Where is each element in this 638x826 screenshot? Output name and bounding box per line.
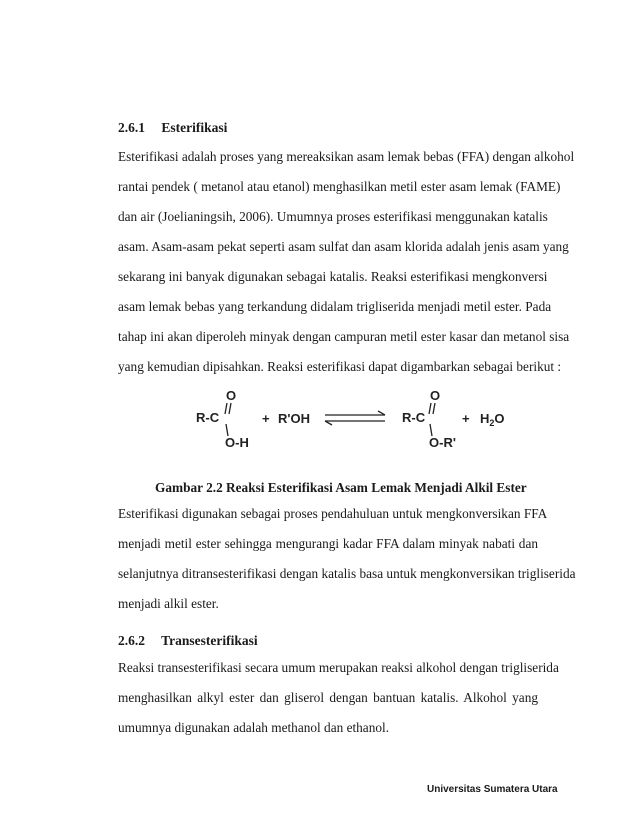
reactant1-oh: O-H	[225, 435, 249, 450]
product1-rc: R-C	[402, 410, 426, 425]
text-line: menghasilkan alkyl ester dan gliserol dengan bantuan katalis. Alkohol yang	[118, 690, 538, 705]
section-title: Transesterifikasi	[161, 633, 258, 648]
text-line: menjadi alkil ester.	[118, 596, 219, 611]
text-line: dan air (Joelianingsih, 2006). Umumnya proses esterifikasi menggunakan katalis	[118, 209, 548, 224]
section-number: 2.6.2	[118, 633, 145, 648]
plus-sign: +	[262, 411, 270, 426]
text-line: Reaksi transesterifikasi secara umum merupakan reaksi alkohol dengan trigliserida	[118, 660, 559, 675]
double-bond-line	[229, 403, 231, 414]
section-heading-2-6-2	[118, 633, 258, 649]
footer-institution: Universitas Sumatera Utara	[427, 784, 558, 795]
text-line: asam. Asam-asam pekat seperti asam sulfat dan asam klorida adalah jenis asam yang	[118, 239, 569, 254]
double-bond-line	[225, 403, 227, 414]
text-line: yang kemudian dipisahkan. Reaksi esterifikasi dapat digambarkan sebagai berikut :	[118, 359, 562, 374]
text-line: umumnya digunakan adalah methanol dan ethanol.	[118, 720, 390, 735]
esterification-reaction-scheme	[190, 384, 510, 454]
section-number: 2.6.1	[118, 120, 145, 135]
text-line: Esterifikasi digunakan sebagai proses pendahuluan untuk mengkonversikan FFA	[118, 506, 548, 521]
double-bond-line	[429, 403, 431, 414]
reactant1-rc: R-C	[196, 410, 220, 425]
reactant1-oxygen: O	[226, 388, 237, 403]
paragraph-esterifikasi	[118, 149, 575, 389]
text-line: selanjutnya ditransesterifikasi dengan katalis basa untuk mengkonversikan trigliserida	[118, 566, 576, 581]
figure-caption: Gambar 2.2 Reaksi Esterifikasi Asam Lemak Menjadi Alkil Ester	[155, 480, 527, 495]
text-line: rantai pendek ( metanol atau etanol) menghasilkan metil ester asam lemak (FAME)	[118, 179, 561, 194]
paragraph-esterifikasi-use	[118, 506, 576, 626]
paragraph-transesterifikasi	[118, 660, 559, 750]
product2-water: $H_2O$	[480, 411, 505, 428]
product1-oxygen: O	[430, 388, 441, 403]
plus-sign: +	[462, 411, 470, 426]
text-line: Esterifikasi adalah proses yang mereaksikan asam lemak bebas (FFA) dengan alkohol	[118, 149, 575, 164]
section-heading-2-6-1	[118, 120, 227, 136]
section-title: Esterifikasi	[161, 120, 228, 135]
text-line: tahap ini akan diperoleh minyak dengan campuran metil ester kasar dan metanol sisa	[118, 329, 570, 344]
text-line: sekarang ini banyak digunakan sebagai katalis. Reaksi esterifikasi mengkonversi	[118, 269, 548, 284]
reactant2-alcohol: R'OH	[278, 411, 310, 426]
text-line: menjadi metil ester sehingga mengurangi kadar FFA dalam minyak nabati dan	[118, 536, 538, 551]
text-line: asam lemak bebas yang terkandung didalam trigliserida menjadi metil ester. Pada	[118, 299, 552, 314]
double-bond-line	[433, 403, 435, 414]
product1-or: O-R'	[429, 435, 456, 450]
